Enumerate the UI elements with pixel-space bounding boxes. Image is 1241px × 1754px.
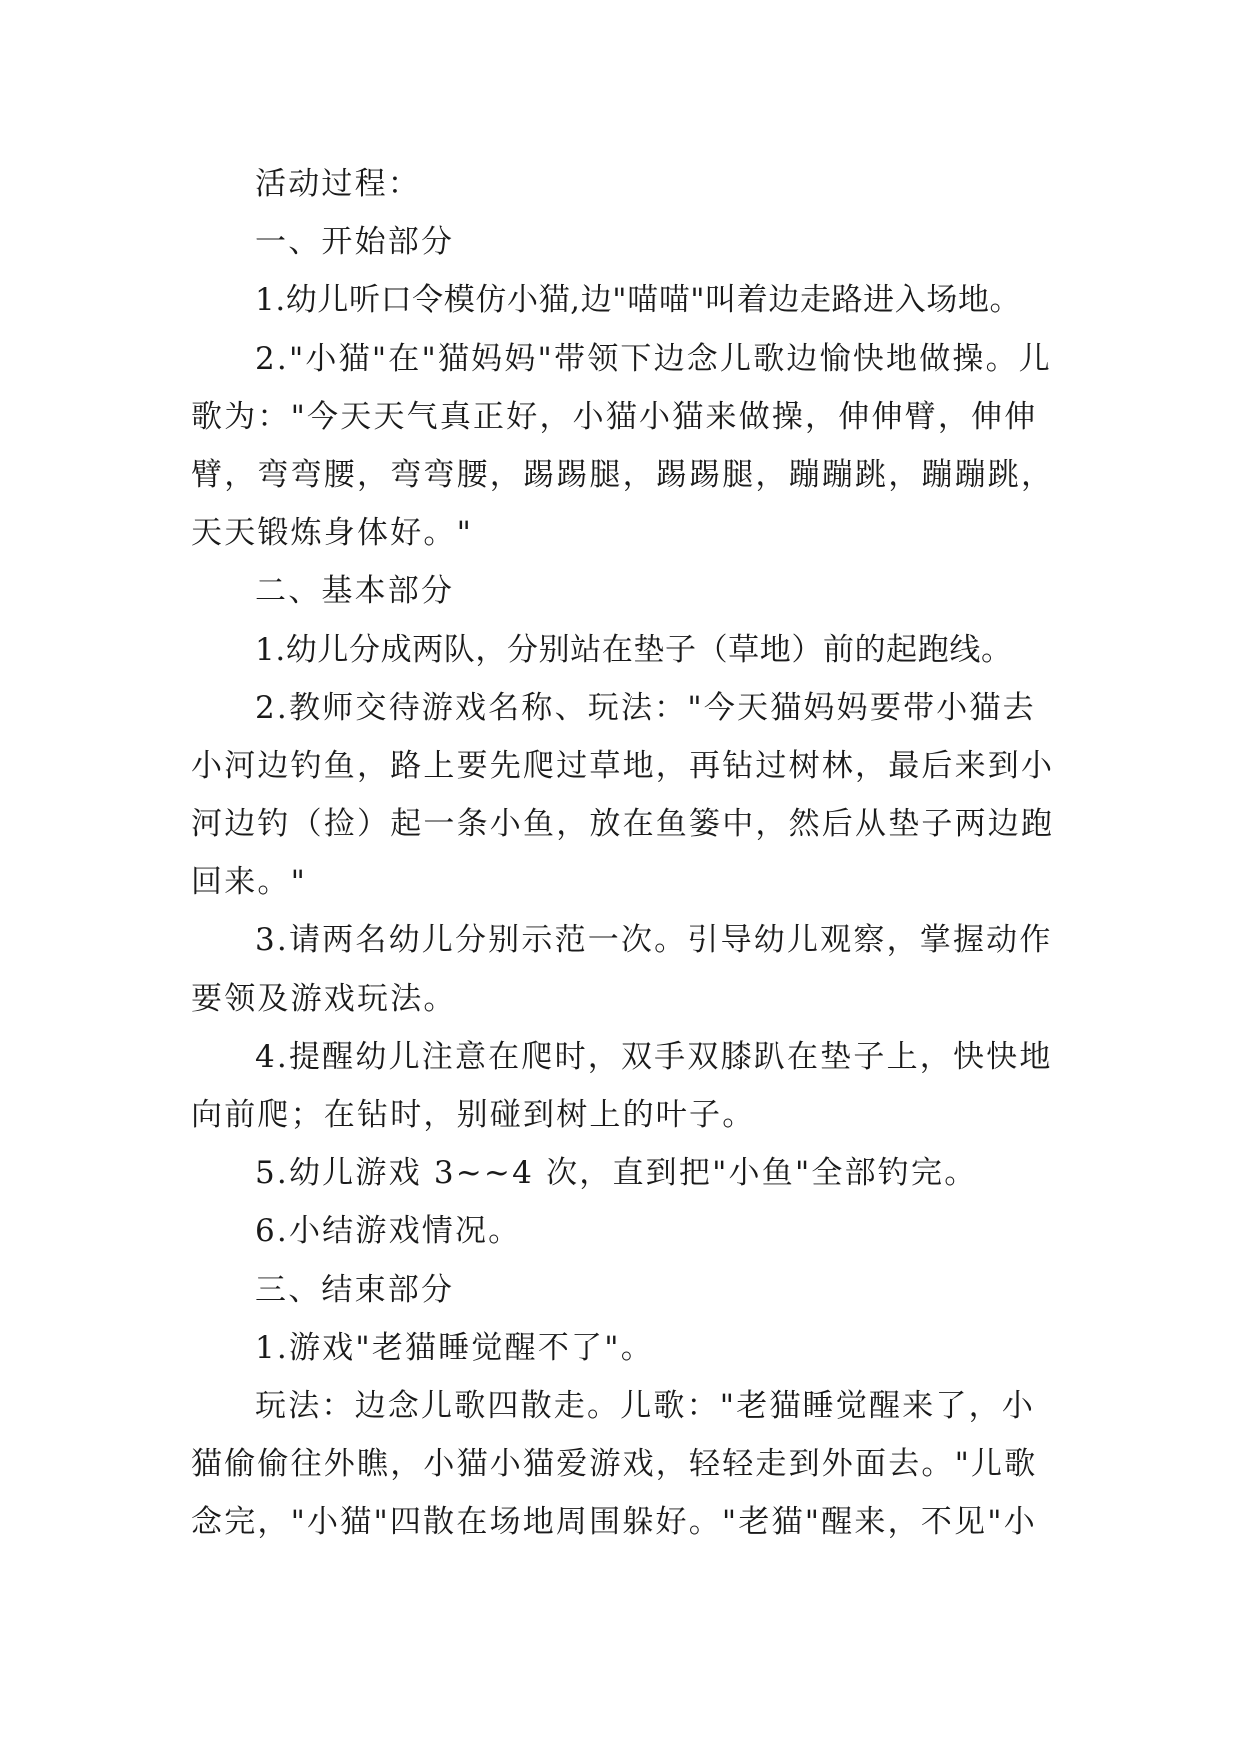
paragraph-line: 天天锻炼身体好。" [191, 515, 474, 552]
paragraph-line: 歌为："今天天气真正好，小猫小猫来做操，伸伸臂，伸伸 [191, 398, 1038, 435]
paragraph-line: 河边钓（捡）起一条小鱼，放在鱼篓中，然后从垫子两边跑 [191, 806, 1055, 843]
paragraph-line: 1.幼儿分成两队，分别站在垫子（草地）前的起跑线。 [255, 631, 1013, 668]
paragraph-line: 回来。" [191, 864, 308, 901]
paragraph-line: 5.幼儿游戏 3~~4 次，直到把"小鱼"全部钓完。 [255, 1155, 978, 1192]
paragraph-line: 6.小结游戏情况。 [255, 1213, 522, 1250]
paragraph-line: 臂，弯弯腰，弯弯腰，踢踢腿，踢踢腿，蹦蹦跳，蹦蹦跳， [191, 456, 1055, 493]
section-heading-end: 三、结束部分 [255, 1271, 455, 1308]
paragraph-line: 4.提醒幼儿注意在爬时，双手双膝趴在垫子上，快快地 [255, 1038, 1053, 1075]
paragraph-line: 1.游戏"老猫睡觉醒不了"。 [255, 1329, 654, 1366]
section-heading-start: 一、开始部分 [255, 224, 455, 261]
paragraph-line: 小河边钓鱼，路上要先爬过草地，再钻过树林，最后来到小 [191, 747, 1055, 784]
paragraph-line: 1.幼儿听口令模仿小猫,边"喵喵"叫着边走路进入场地。 [255, 282, 1022, 319]
paragraph-line: 2."小猫"在"猫妈妈"带领下边念儿歌边愉快地做操。儿 [255, 340, 1053, 377]
paragraph-line: 玩法：边念儿歌四散走。儿歌："老猫睡觉醒来了，小 [255, 1387, 1036, 1424]
paragraph-line: 3.请两名幼儿分别示范一次。引导幼儿观察，掌握动作 [255, 922, 1053, 959]
paragraph-line: 要领及游戏玩法。 [191, 980, 457, 1017]
paragraph-line: 向前爬；在钻时，别碰到树上的叶子。 [191, 1097, 756, 1133]
paragraph-line: 2.教师交待游戏名称、玩法："今天猫妈妈要带小猫去 [255, 689, 1036, 726]
document-body [191, 155, 1071, 1552]
paragraph-line: 猫偷偷往外瞧，小猫小猫爱游戏，轻轻走到外面去。"儿歌 [191, 1446, 1038, 1483]
heading-activity-process: 活动过程： [255, 166, 421, 202]
paragraph-line: 念完，"小猫"四散在场地周围躲好。"老猫"醒来，不见"小 [191, 1504, 1037, 1541]
section-heading-basic: 二、基本部分 [255, 573, 455, 610]
